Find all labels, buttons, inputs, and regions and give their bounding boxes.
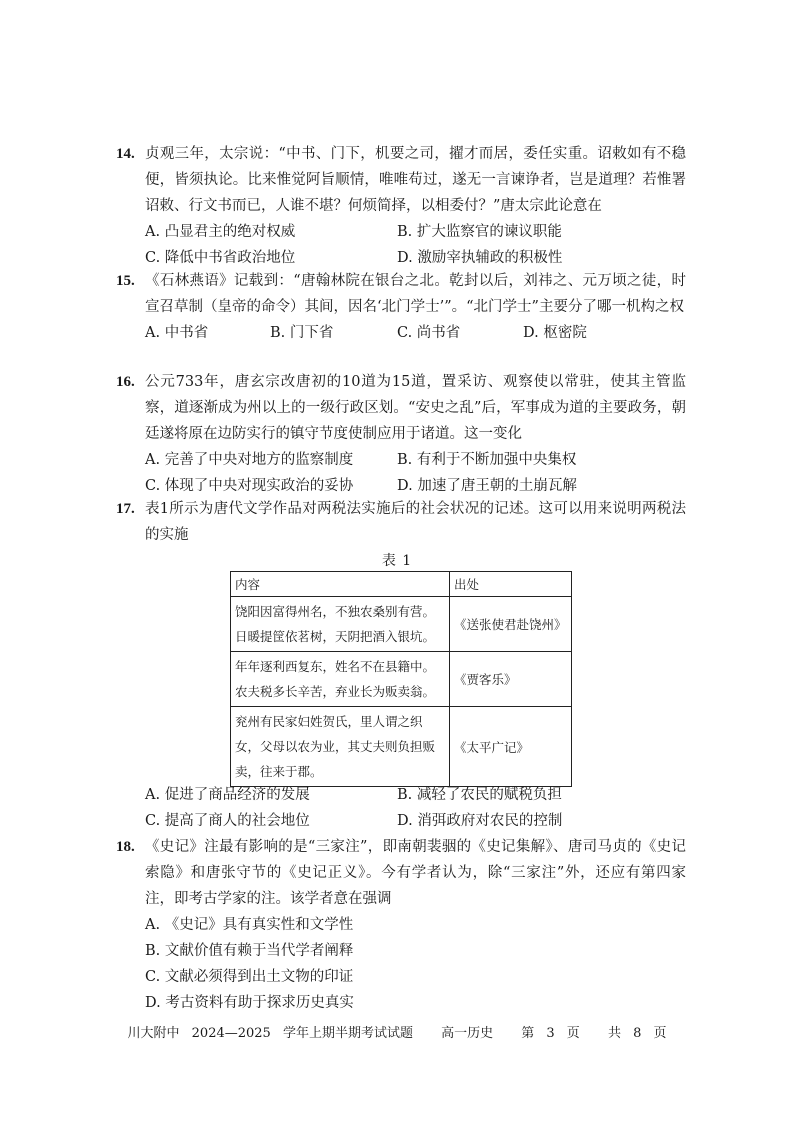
question-stem: 《史记》注最有影响的是“三家注”，即南朝裴骃的《史记集解》、唐司马贞的《史记索隐》和唐张守节的《史记正义》。今有学者认为，除“三家注”外，还应有第四家注，即考古学家的注。该学者意在强调 xyxy=(145,839,686,907)
question-18 xyxy=(116,834,686,1016)
footer-page: 第 3 页 xyxy=(521,1026,580,1041)
table-row xyxy=(231,597,572,652)
question-stem: 《石林燕语》记载到：“唐翰林院在银台之北。乾封以后，刘祎之、元万顷之徒，时宣召草制（皇帝的命令）其间，因名‘北门学士’”。“北门学士”主要分了哪一机构之权 xyxy=(145,273,686,315)
question-16 xyxy=(116,369,686,499)
question-15 xyxy=(116,268,686,346)
question-stem: 表1所示为唐代文学作品对两税法实施后的社会状况的记述。这可以用来说明两税法的实施 xyxy=(145,501,686,543)
option-a[interactable]: A. 凸显君主的绝对权威 xyxy=(145,224,296,240)
question-number: 15. xyxy=(116,273,135,289)
option-a[interactable]: A. 促进了商品经济的发展 xyxy=(145,787,310,803)
option-b[interactable]: B. 门下省 xyxy=(270,325,334,341)
table-cell-content: 年年逐利西复东，姓名不在县籍中。农夫税多长辛苦，弃业长为贩卖翁。 xyxy=(231,652,450,707)
table-cell-content: 兖州有民家妇姓贺氏，里人谓之织女，父母以农为业，其丈夫则负担贩卖，往来于郡。 xyxy=(231,707,450,787)
table-cell-source: 《送张使君赴饶州》 xyxy=(450,597,572,652)
option-a[interactable]: A. 完善了中央对地方的监察制度 xyxy=(145,452,354,468)
option-c[interactable]: C. 提高了商人的社会地位 xyxy=(145,813,310,829)
table-cell-source: 《贾客乐》 xyxy=(450,652,572,707)
footer-total: 共 8 页 xyxy=(607,1026,667,1041)
question-17 xyxy=(116,496,686,548)
option-d[interactable]: D. 消弭政府对农民的控制 xyxy=(397,813,563,829)
table-header-row xyxy=(231,572,572,597)
option-d[interactable]: D. 激励宰执辅政的积极性 xyxy=(397,250,563,266)
option-d[interactable]: D. 加速了唐王朝的土崩瓦解 xyxy=(397,478,577,494)
table-header-source: 出处 xyxy=(450,572,572,597)
option-c[interactable]: C. 降低中书省政治地位 xyxy=(145,250,296,266)
question-number: 18. xyxy=(116,839,135,855)
table-cell-source: 《太平广记》 xyxy=(450,707,572,787)
footer-school: 川大附中 2024—2025 学年上期半期考试试题 xyxy=(127,1026,413,1041)
table-row xyxy=(231,652,572,707)
option-c[interactable]: C. 体现了中央对现实政治的妥协 xyxy=(145,478,354,494)
question-stem: 公元733年，唐玄宗改唐初的10道为15道，置采访、观察使以常驻，使其主管监察，道逐渐成为州以上的一级行政区划。“安史之乱”后，军事成为道的主要政务，朝廷遂将原在边防实行的镇守节度使制应用于诸道。这一变化 xyxy=(145,374,686,442)
footer-subject: 高一历史 xyxy=(441,1026,494,1041)
table-row xyxy=(231,707,572,787)
option-a[interactable]: A. 《史记》具有真实性和文学性 xyxy=(145,917,354,933)
option-b[interactable]: B. 文献价值有赖于当代学者阐释 xyxy=(145,943,354,959)
table-caption: 表 1 xyxy=(381,553,413,569)
question-number: 16. xyxy=(116,374,135,390)
option-c[interactable]: C. 文献必须得到出土文物的印证 xyxy=(145,969,354,985)
question-14 xyxy=(116,141,686,271)
option-b[interactable]: B. 有利于不断加强中央集权 xyxy=(397,452,577,468)
page-footer xyxy=(0,1022,794,1041)
question-stem: 贞观三年，太宗说：“中书、门下，机要之司，擢才而居，委任实重。诏敕如有不稳便，皆须执论。比来惟觉阿旨顺情，唯唯苟过，遂无一言谏诤者，岂是道理？若惟署诏敕、行文书而已，人谁不堪？何烦简择，以相委付？”唐太宗此论意在 xyxy=(145,146,686,214)
table-1 xyxy=(230,571,572,787)
question-number: 14. xyxy=(116,146,135,162)
question-number: 17. xyxy=(116,501,135,517)
table-header-content: 内容 xyxy=(231,572,450,597)
option-d[interactable]: D. 考古资料有助于探求历史真实 xyxy=(145,995,354,1011)
option-d[interactable]: D. 枢密院 xyxy=(523,325,587,341)
option-c[interactable]: C. 尚书省 xyxy=(397,325,461,341)
table-cell-content: 饶阳因富得州名，不独农桑别有营。日暖提筐依茗树，天阴把酒入银坑。 xyxy=(231,597,450,652)
option-b[interactable]: B. 扩大监察官的谏议职能 xyxy=(397,224,562,240)
option-a[interactable]: A. 中书省 xyxy=(145,325,209,341)
option-b[interactable]: B. 减轻了农民的赋税负担 xyxy=(397,787,562,803)
question-17-options xyxy=(116,782,686,834)
